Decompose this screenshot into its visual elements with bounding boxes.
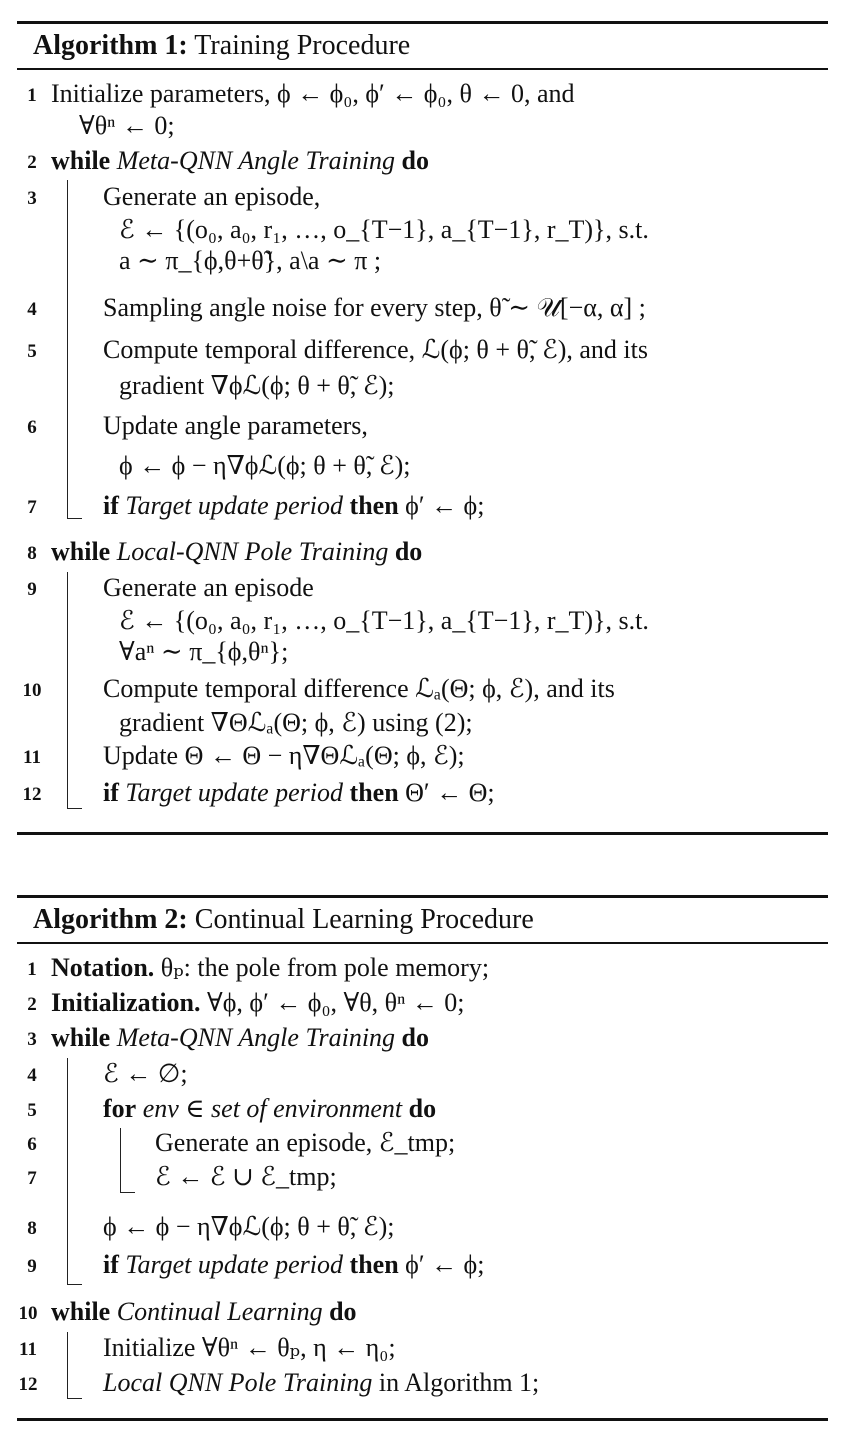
line-number: 9 — [27, 1256, 37, 1277]
loop-condition: Continual Learning — [116, 1297, 323, 1326]
line-text: Generate an episode, ℰ_tmp; — [155, 1128, 456, 1157]
line-text: Sampling angle noise for every step, θ̃ ∼ 𝒰[−α, α] ; — [103, 293, 646, 322]
line-text: Update angle parameters, — [103, 411, 368, 440]
line-number: 9 — [27, 579, 37, 600]
line-number: 11 — [23, 747, 41, 768]
line-text: Update Θ ← Θ − η∇Θℒₐ(Θ; ϕ, ℰ); — [103, 741, 465, 770]
line-text-cont: gradient ∇Θℒₐ(Θ; ϕ, ℰ) using (2); — [119, 708, 473, 737]
algorithm-1 — [17, 21, 828, 70]
keyword-do: do — [329, 1297, 357, 1326]
caption-title: Continual Learning Procedure — [194, 904, 534, 935]
keyword-for: for — [103, 1094, 137, 1123]
line-text-cont: gradient ∇ϕℒ(ϕ; θ + θ̃, ℰ); — [119, 371, 395, 400]
caption-label: Algorithm 1: — [33, 30, 188, 61]
if-condition: Target update period — [125, 1250, 344, 1279]
line-text-cont: ∀aⁿ ∼ π_{ϕ,θⁿ}; — [119, 637, 289, 666]
block-bar — [67, 1058, 82, 1285]
line-text: Initialize ∀θⁿ ← θₚ, η ← η₀; — [103, 1333, 396, 1362]
block-bar — [67, 180, 82, 519]
keyword-do: do — [408, 1094, 437, 1123]
algorithm-2-caption — [17, 898, 828, 942]
line-number: 3 — [27, 1029, 37, 1050]
loop-condition: Meta-QNN Angle Training — [116, 146, 396, 175]
line-text: ℰ ← ∅; — [103, 1059, 188, 1088]
line-number: 10 — [22, 680, 42, 701]
bottom-rule — [17, 832, 828, 835]
line-text: Compute temporal difference, ℒ(ϕ; θ + θ̃, ℰ), and its — [103, 335, 648, 364]
line-number: 4 — [27, 299, 37, 320]
caption-label: Algorithm 2: — [33, 904, 188, 935]
block-bar — [67, 572, 82, 809]
line-number: 5 — [27, 1100, 37, 1121]
loop-condition: Local-QNN Pole Training — [116, 537, 389, 566]
loop-condition: Meta-QNN Angle Training — [116, 1023, 396, 1052]
line-number: 2 — [27, 152, 37, 173]
if-condition: Target update period — [125, 491, 344, 520]
line-text: Compute temporal difference ℒₐ(Θ; ϕ, ℰ), and its — [103, 674, 615, 703]
line-number: 10 — [18, 1303, 38, 1324]
algorithm-2 — [17, 895, 828, 944]
keyword-then: then — [349, 778, 399, 807]
line-text: ϕ′ ← ϕ; — [405, 1250, 485, 1279]
line-number: 5 — [27, 341, 37, 362]
bottom-rule — [17, 1418, 828, 1421]
keyword-notation: Notation. — [51, 953, 155, 982]
line-text-cont: ∀θⁿ ← 0; — [79, 111, 175, 140]
keyword-then: then — [349, 1250, 399, 1279]
line-text-cont: ℰ ← {(o₀, a₀, r₁, …, o_{T−1}, a_{T−1}, r_T)}, s.t. — [119, 606, 649, 635]
keyword-while: while — [51, 1023, 111, 1052]
line-number: 11 — [19, 1339, 37, 1360]
line-text: Generate an episode — [103, 573, 314, 602]
keyword-while: while — [51, 146, 111, 175]
algorithm-1-caption — [17, 24, 828, 68]
keyword-if: if — [103, 491, 119, 520]
line-text: Generate an episode, — [103, 182, 321, 211]
line-number: 12 — [18, 1374, 38, 1395]
line-text: Initialize parameters, ϕ ← ϕ₀, ϕ′ ← ϕ₀, θ ← 0, and — [51, 79, 575, 108]
line-number: 8 — [27, 543, 37, 564]
caption-rule — [17, 942, 828, 944]
line-number: 1 — [27, 85, 37, 106]
line-number: 8 — [27, 1218, 37, 1239]
block-bar — [67, 1332, 82, 1399]
if-condition: Target update period — [125, 778, 344, 807]
keyword-while: while — [51, 537, 111, 566]
line-text: ∀ϕ, ϕ′ ← ϕ₀, ∀θ, θⁿ ← 0; — [207, 988, 465, 1017]
line-number: 4 — [27, 1065, 37, 1086]
line-text: Θ′ ← Θ; — [405, 778, 495, 807]
keyword-if: if — [103, 778, 119, 807]
caption-rule — [17, 68, 828, 70]
keyword-if: if — [103, 1250, 119, 1279]
keyword-do: do — [394, 537, 423, 566]
line-text-cont: ℰ ← {(o₀, a₀, r₁, …, o_{T−1}, a_{T−1}, r_T)}, s.t. — [119, 215, 649, 244]
line-number: 7 — [27, 1168, 37, 1189]
line-number: 1 — [27, 959, 37, 980]
line-text: θₚ: the pole from pole memory; — [160, 953, 490, 982]
line-text: ϕ ← ϕ − η∇ϕℒ(ϕ; θ + θ̃, ℰ); — [103, 1212, 395, 1241]
keyword-do: do — [401, 1023, 430, 1052]
line-text-cont: ϕ ← ϕ − η∇ϕℒ(ϕ; θ + θ̃, ℰ); — [119, 451, 411, 480]
line-number: 2 — [27, 994, 37, 1015]
line-number: 3 — [27, 188, 37, 209]
caption-title: Training Procedure — [194, 30, 411, 61]
keyword-do: do — [401, 146, 430, 175]
nested-block-bar — [120, 1128, 135, 1193]
loop-condition: env ∈ set of environment — [142, 1094, 403, 1123]
keyword-while: while — [51, 1297, 111, 1326]
line-text: ϕ′ ← ϕ; — [405, 491, 485, 520]
line-text: in Algorithm 1; — [378, 1368, 540, 1397]
line-number: 6 — [27, 1134, 37, 1155]
line-text-cont: a ∼ π_{ϕ,θ+θ̃}, a\a ∼ π ; — [119, 246, 382, 275]
line-number: 7 — [27, 497, 37, 518]
line-number: 6 — [27, 417, 37, 438]
line-number: 12 — [22, 784, 42, 805]
procedure-reference: Local QNN Pole Training — [103, 1368, 373, 1397]
keyword-initialization: Initialization. — [51, 988, 201, 1017]
keyword-then: then — [349, 491, 399, 520]
line-text: ℰ ← ℰ ∪ ℰ_tmp; — [155, 1162, 337, 1191]
